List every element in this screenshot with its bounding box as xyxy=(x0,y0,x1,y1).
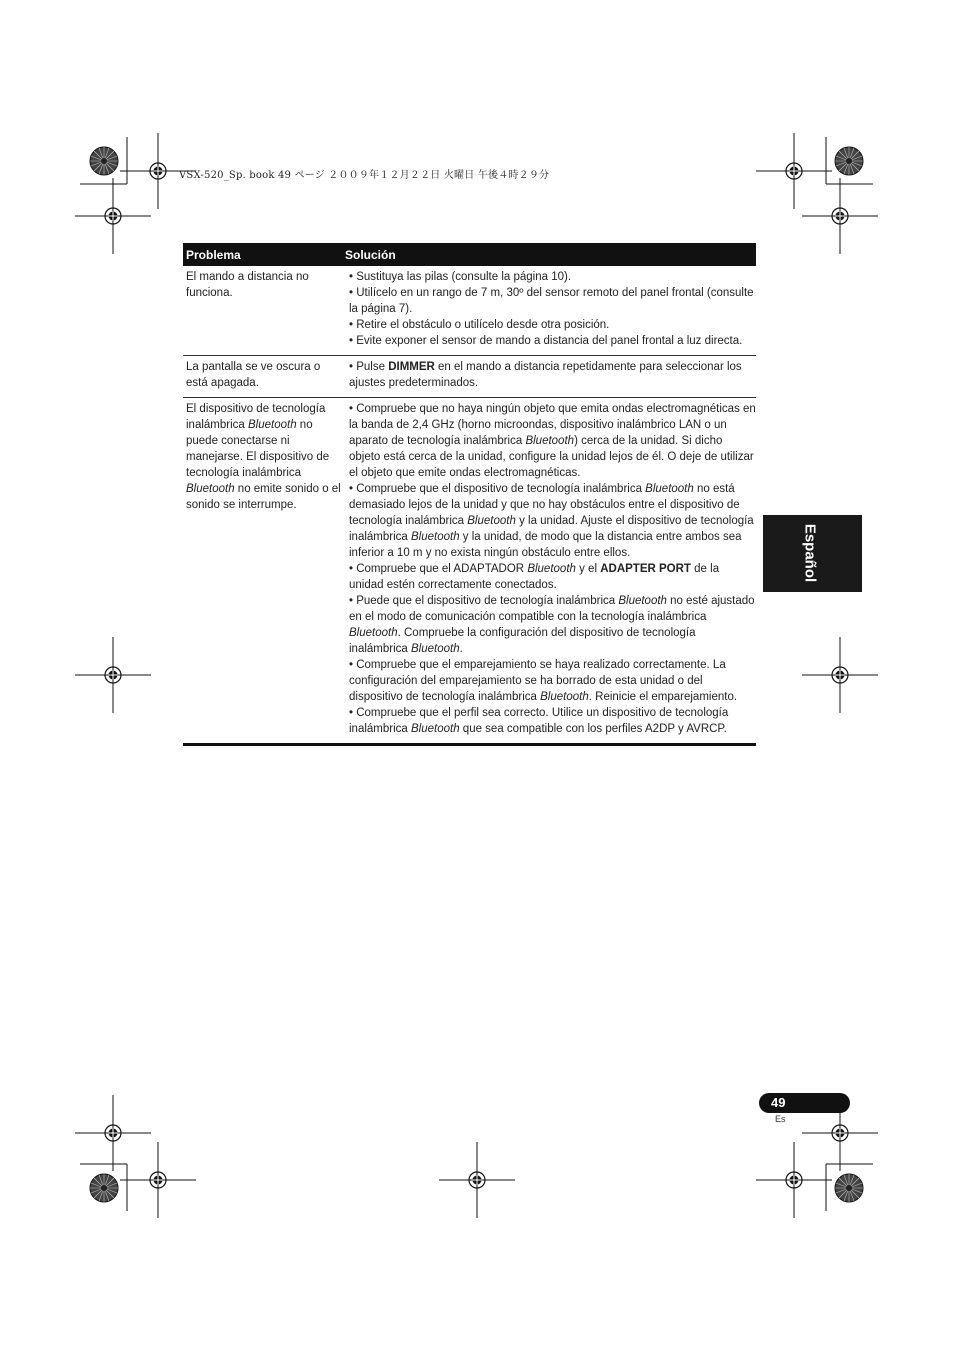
solution-item: • Compruebe que no haya ningún objeto que emita ondas electromagnéticas en la banda de 2,4 GHz (horno microondas, dispositivo inalámbrico LAN o un aparato de tecnología inalámbrica Bluetooth) cerca de la unidad. Si dicho objeto está cerca de la unidad, configure la unidad lejos de él. O deje de utilizar el objeto que emite ondas electromagnéticas. xyxy=(349,403,756,479)
page-language-code: Es xyxy=(775,1114,786,1124)
table-row xyxy=(183,266,756,356)
table-header xyxy=(183,243,756,266)
crop-corner-bottom-left xyxy=(75,1095,196,1218)
column-solution: Solución xyxy=(345,247,396,262)
solution-item: • Retire el obstáculo o utilícelo desde otra posición. xyxy=(349,319,610,331)
problem-cell: La pantalla se ve oscura o está apagada. xyxy=(186,361,321,389)
crosshair-bottom-center xyxy=(439,1142,515,1218)
solution-cell xyxy=(346,356,756,397)
solution-item: • Compruebe que el dispositivo de tecnología inalámbrica Bluetooth no está demasiado lejos de la unidad y que no hay obstáculos entre el dispositivo de tecnología inalámbrica Bluetooth y la unidad. Ajuste el dispositivo de tecnología inalámbrica Bluetooth y la unidad, de modo que la distancia entre ambos sea inferior a 10 m y no exista ningún obstáculo entre ellos. xyxy=(349,483,754,559)
solution-item: • Evite exponer el sensor de mando a distancia del panel frontal a luz directa. xyxy=(349,335,743,347)
problem-cell: El mando a distancia no funciona. xyxy=(186,271,309,299)
solution-item: • Utilícelo en un rango de 7 m, 30º del sensor remoto del panel frontal (consulte la página 7). xyxy=(349,287,754,315)
book-header: VSX-520_Sp. book 49 ページ ２００９年１２月２２日 火曜日 午後４時２９分 xyxy=(179,170,550,181)
solution-item: • Sustituya las pilas (consulte la página 10). xyxy=(349,271,572,283)
table-row xyxy=(183,356,756,398)
crop-corner-top-left xyxy=(75,133,196,254)
solution-item: • Pulse DIMMER en el mando a distancia repetidamente para seleccionar los ajustes predeterminados. xyxy=(349,361,742,389)
crop-corner-top-right xyxy=(756,133,878,254)
page-number: 49 xyxy=(771,1095,786,1110)
troubleshooting-table xyxy=(183,243,756,746)
language-tab-label: Español xyxy=(801,523,819,583)
column-problem: Problema xyxy=(186,247,241,262)
solution-item: • Compruebe que el emparejamiento se haya realizado correctamente. La configuración del emparejamiento se ha borrado de esta unidad o del dispositivo de tecnología inalámbrica Bluetooth. Reinicie el emparejamiento. xyxy=(349,659,738,703)
solution-cell xyxy=(346,266,756,355)
problem-cell: El dispositivo de tecnología inalámbrica Bluetooth no puede conectarse ni manejarse. El dispositivo de tecnología inalámbrica Bluetooth no emite sonido o el sonido se interrumpe. xyxy=(186,403,341,511)
solution-item: • Compruebe que el perfil sea correcto. Utilice un dispositivo de tecnología inalámbrica Bluetooth que sea compatible con los perfiles A2DP y AVRCP. xyxy=(349,707,729,735)
crosshair-mid-right xyxy=(802,637,878,713)
table-row xyxy=(183,398,756,746)
solution-item: • Puede que el dispositivo de tecnología inalámbrica Bluetooth no esté ajustado en el modo de comunicación compatible con la tecnología inalámbrica Bluetooth. Compruebe la configuración del dispositivo de tecnología inalámbrica Bluetooth. xyxy=(349,595,755,655)
crosshair-mid-left xyxy=(75,637,151,713)
solution-cell xyxy=(346,398,756,743)
solution-item: • Compruebe que el ADAPTADOR Bluetooth y el ADAPTER PORT de la unidad estén correctamente conectados. xyxy=(349,563,720,591)
